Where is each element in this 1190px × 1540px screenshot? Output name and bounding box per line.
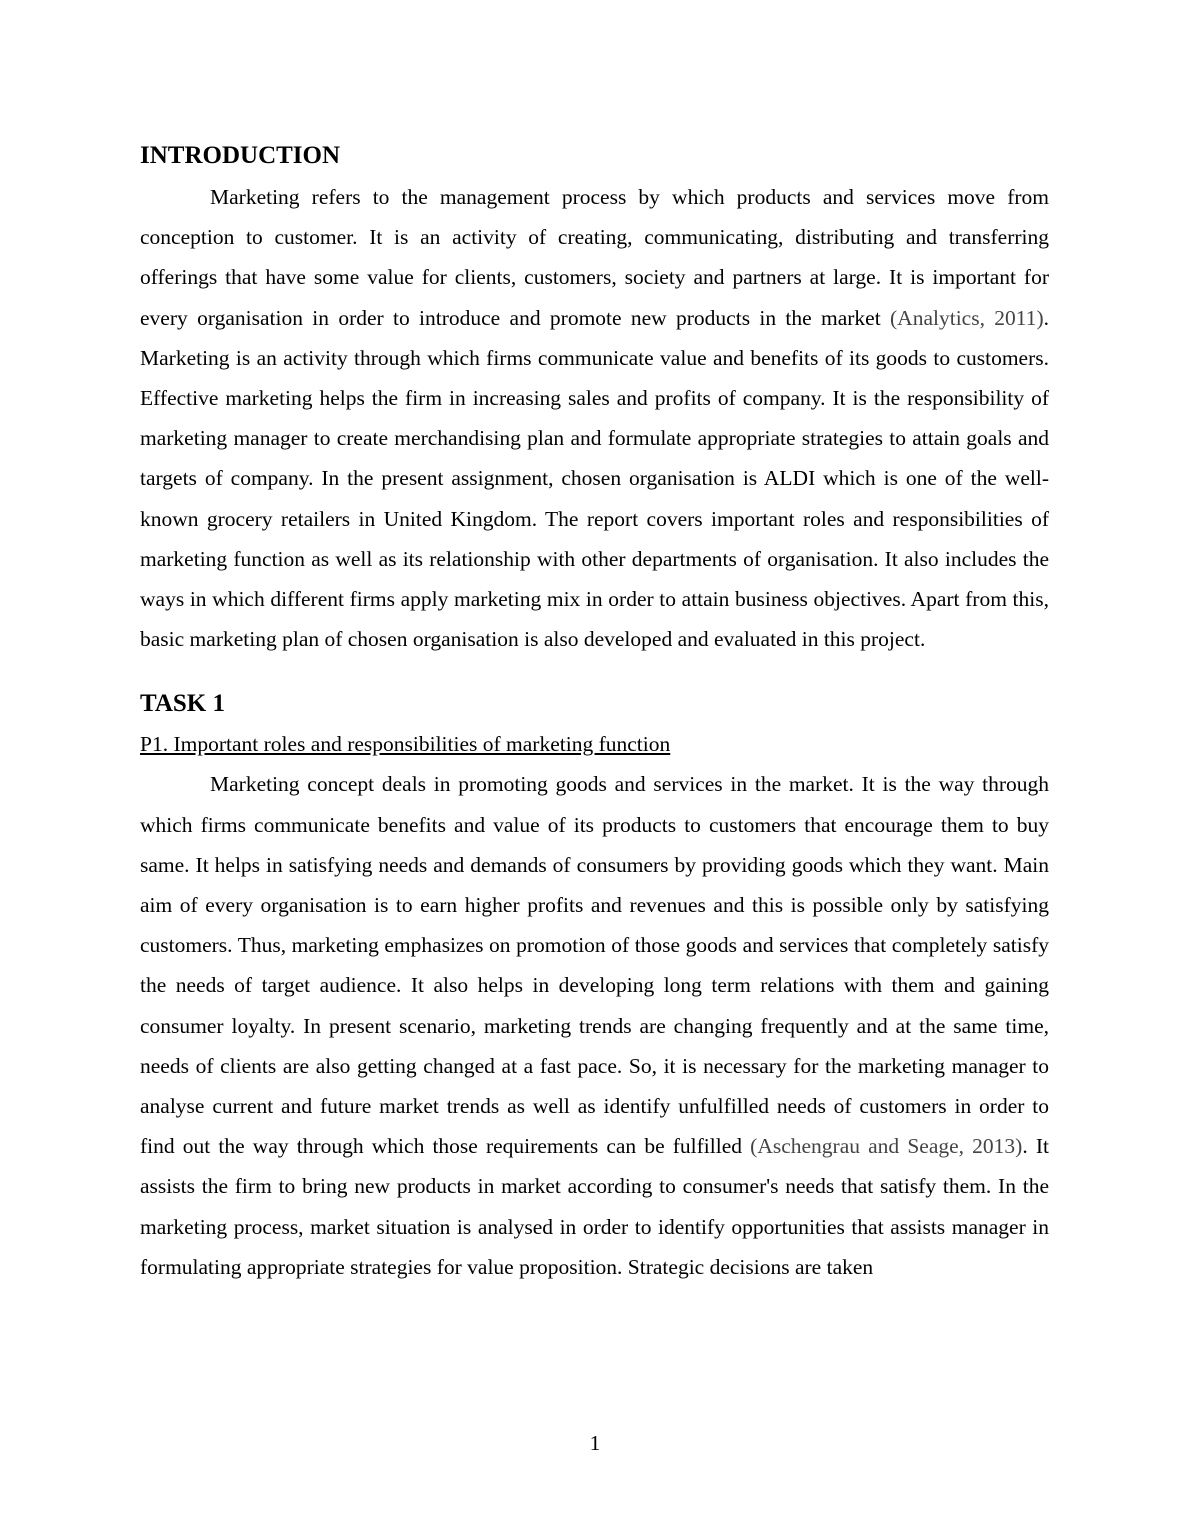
task-1-text-part-2: . It assists the firm to bring new products in market according to consumer's needs that satisfy them. In the marketing process, market situation is analysed in order to identify opportunities that assists manager in formulating appropriate strategies for value proposition. Strategic decisions are taken [140, 1134, 1049, 1279]
citation-analytics-2011: (Analytics, 2011) [890, 305, 1044, 330]
task-1-paragraph [140, 764, 1049, 1287]
introduction-paragraph [140, 177, 1049, 659]
task-1-text-part-1: Marketing concept deals in promoting goods and services in the market. It is the way through which firms communicate benefits and value of its products to customers that encourage them to buy same. It helps in satisfying needs and demands of consumers by providing goods which they want. Main aim of every organisation is to earn higher profits and revenues and this is possible only by satisfying customers. Thus, marketing emphasizes on promotion of those goods and services that completely satisfy the needs of target audience. It also helps in developing long term relations with them and gaining consumer loyalty. In present scenario, marketing trends are changing frequently and at the same time, needs of clients are also getting changed at a fast pace. So, it is necessary for the marketing manager to analyse current and future market trends as well as identify unfulfilled needs of customers in order to find out the way through which those requirements can be fulfilled [140, 772, 1049, 1159]
introduction-text-part-1: Marketing refers to the management process by which products and services move from conception to customer. It is an activity of creating, communicating, distributing and transferring offerings that have some value for clients, customers, society and partners at large. It is important for every organisation in order to introduce and promote new products in the market [140, 185, 1049, 330]
page-content [140, 138, 1049, 1287]
page-number: 1 [589, 1431, 601, 1455]
citation-aschengrau-seage-2013: (Aschengrau and Seage, 2013) [750, 1134, 1023, 1159]
task-1-heading: TASK 1 [140, 690, 225, 718]
p1-subheading: P1. Important roles and responsibilities of marketing function [140, 732, 671, 757]
introduction-heading: INTRODUCTION [140, 142, 341, 169]
introduction-text-part-2: . Marketing is an activity through which firms communicate value and benefits of its goods to customers. Effective marketing helps the firm in increasing sales and profits of company. It is the responsibility of marketing manager to create merchandising plan and formulate appropriate strategies to attain goals and targets of company. In the present assignment, chosen organisation is ALDI which is one of the well-known grocery retailers in United Kingdom. The report covers important roles and responsibilities of marketing function as well as its relationship with other departments of organisation. It also includes the ways in which different firms apply marketing mix in order to attain business objectives. Apart from this, basic marketing plan of chosen organisation is also developed and evaluated in this project. [140, 305, 1050, 652]
